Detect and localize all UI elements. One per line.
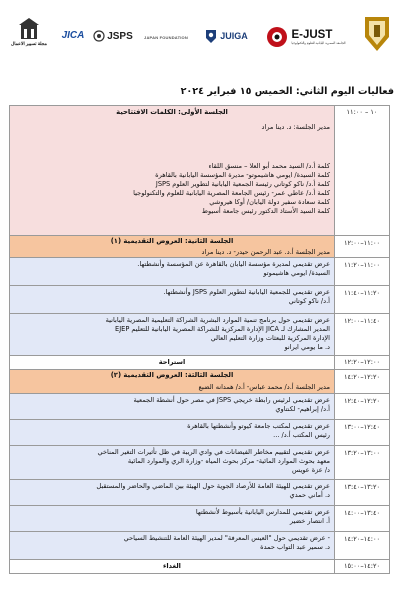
juiga-emblem-icon	[204, 28, 218, 44]
presentation-title: عرض تقديمي حول برنامج تنمية الموارد البشرية الشراكة التعليمية المصرية اليابانية	[105, 316, 330, 324]
schedule-row-presentation	[10, 446, 390, 480]
schedule-row-break	[10, 356, 390, 370]
time-cell: ١٠ – ١١:٠٠	[335, 106, 390, 236]
blank-line	[14, 132, 330, 141]
logo3-text: JSPS	[107, 30, 133, 42]
logo2-text: JICA	[61, 29, 85, 41]
time-cell: ١٢:٠٠–١٢:٢٠	[335, 356, 390, 370]
presentation-detail: معهد بحوث الموارد المائية- مركز بحوث المياه -وزارة الري والموارد المائية	[127, 457, 330, 465]
time-cell: ١٢:٢٠–١٢:٤٠	[335, 394, 390, 420]
session-cell	[10, 236, 335, 258]
lunch-cell	[10, 560, 335, 574]
schedule-table	[9, 105, 390, 574]
logo6-subtext: الجامعة المصرية اليابانية للعلوم والتكنولوجيا	[291, 41, 346, 45]
break-cell	[10, 356, 335, 370]
presentation-title: عرض تقديمي لتقييم مخاطر الفيضانات في وادي الريبة في ظل تأثيرات التغير المناخي	[97, 448, 330, 456]
schedule-row-presentation	[10, 258, 390, 286]
time-cell: ١٢:٢٠–١٤:٢٠	[335, 370, 390, 394]
lunch-label: الغداء	[163, 562, 181, 570]
presentation-cell	[10, 420, 335, 446]
schedule-row-lunch	[10, 560, 390, 574]
ejust-emblem-icon	[266, 26, 288, 48]
schedule-row-presentation	[10, 480, 390, 506]
schedule-row-presentation	[10, 394, 390, 420]
presenter: د. أماني حمدي	[289, 491, 330, 499]
session-cell	[10, 370, 335, 394]
time-cell: ١١:٤٠–١٢:٠٠	[335, 314, 390, 356]
session-title: الجلسة الأولى: الكلمات الافتتاحية	[116, 108, 228, 116]
blank-line	[14, 141, 330, 150]
presentation-detail: الإدارة المركزية للبعثات وزارة التعليم العالي	[210, 334, 330, 342]
schedule-row-presentation	[10, 286, 390, 314]
logo4-text: JAPAN FOUNDATION	[144, 34, 188, 40]
time-cell: ١١:٠٠–١٢:٠٠	[335, 236, 390, 258]
presenter: أ.د/ إبراهيم- لكنتاوي	[275, 405, 330, 413]
time-cell: ١٤:٢٠–١٥:٠٠	[335, 560, 390, 574]
speech-item: كلمة السيد الأستاذ الدكتور رئيس جامعة أسيوط	[201, 207, 330, 215]
speech-item: كلمة أ.د/ ناكو كوتاني رئيسة الجمعية اليابانية لتطوير العلوم JSPS	[155, 180, 330, 188]
university-crest-icon	[363, 13, 391, 53]
presentation-cell	[10, 480, 335, 506]
emblem-icon	[18, 17, 40, 41]
schedule-row-presentation	[10, 532, 390, 560]
session-title: الجلسة الثانية: العروض التقديمية (١)	[110, 237, 234, 245]
session-cell	[10, 106, 335, 236]
presentation-cell	[10, 506, 335, 532]
session-chair: مدير الجلسة أ.د. عبد الرحمن حيدر- د. دينا مراد	[201, 248, 330, 256]
presentation-title: عرض تقديمي للمدارس اليابانية بأسيوط لأنشطتها	[195, 508, 330, 516]
time-cell: ١٤:٠٠–١٤:٢٠	[335, 532, 390, 560]
speech-item: كلمة أ.د/ عاطي عمر- رئيس الجامعة المصرية اليابانية للعلوم والتكنولوجيا	[133, 189, 330, 197]
presenter: د/ عزة عويس	[292, 466, 330, 474]
logo-ejust	[258, 20, 354, 54]
presentation-cell	[10, 258, 335, 286]
presentation-cell	[10, 532, 335, 560]
logo1-text: مجلة تسيير الاعمال	[11, 41, 47, 46]
time-cell: ١٢:٤٠–١٣:٠٠	[335, 420, 390, 446]
logo5-text: JUIGA	[220, 31, 248, 41]
time-cell: ١٣:٢٠–١٣:٤٠	[335, 480, 390, 506]
logo-business-journal	[11, 10, 47, 54]
session-chair: مدير الجلسة أ.د/ محمد عباس- أ.د/ همدانه الضبع	[198, 383, 330, 391]
schedule-row-presentation	[10, 420, 390, 446]
schedule-row-session2-header	[10, 236, 390, 258]
logo-university-crest	[362, 12, 392, 54]
schedule-row-presentation	[10, 314, 390, 356]
logo-jica	[58, 24, 88, 46]
schedule-row-opening	[10, 106, 390, 236]
time-cell: ١٣:٤٠–١٤:٠٠	[335, 506, 390, 532]
presenter: د. سمير عبد التواب حمدة	[260, 543, 330, 551]
presenter: رئيس المكتب أ.د/ ...	[273, 431, 330, 439]
presenter: د. ما يومي ايرانو	[284, 343, 330, 351]
logo-japan-foundation	[138, 30, 194, 44]
speech-item: كلمة سعادة سفير دولة اليابان/ أوكا هيروشي	[209, 198, 330, 206]
speech-item: كلمة أ.د/ السيد محمد أبو العلا – منسق اللقاء	[208, 162, 330, 170]
presentation-title: - عرض تقديمي حول "العيس المعرفة" لمدير الهيئة العامة للتنشيط السياحي	[123, 534, 330, 542]
presentation-title: عرض تقديمي للهيئة العامة للأرصاد الجوية حول الهيئة بين الماضي والحاضر والمستقبل	[96, 482, 330, 490]
break-label: استراحة	[158, 358, 186, 366]
presentation-title: عرض تقديمي للجمعية اليابانية لتطوير العلوم JSPS وأنشطتها.	[163, 288, 330, 296]
logo-jsps	[92, 26, 134, 46]
page-title: فعاليات اليوم الثاني: الخميس ١٥ فبراير ٢٠٢٤	[180, 86, 394, 97]
logo-juiga	[200, 26, 252, 46]
time-cell: ١١:٠٠–١١:٢٠	[335, 258, 390, 286]
schedule-row-session3-header	[10, 370, 390, 394]
session-title: الجلسة الثالثة: العروض التقديمية (٢)	[110, 371, 234, 379]
presentation-title: عرض تقديمي لرئيس رابطة خريجي JSPS في مصر حول أنشطة الجمعية	[133, 396, 330, 404]
time-cell: ١٣:٠٠–١٣:٢٠	[335, 446, 390, 480]
speech-item: كلمة السيدة/ ايومي هاشيموتو- مديرة المؤسسة اليابانية بالقاهرة	[155, 171, 330, 179]
jsps-emblem-icon	[93, 30, 105, 42]
presenter: السيدة/ ايومي هاشيموتو	[263, 269, 330, 277]
presenter: أ.د/ ناكو كوتاني	[288, 297, 330, 305]
presentation-cell	[10, 446, 335, 480]
presentation-cell	[10, 314, 335, 356]
session-chair: مدير الجلسة: د. دينا مراد	[261, 123, 330, 131]
presentation-cell	[10, 286, 335, 314]
schedule-row-presentation	[10, 506, 390, 532]
presentation-title: عرض تقديمي لمكتب جامعة كيوتو وأنشطتها بالقاهرة	[187, 422, 330, 430]
presentation-cell	[10, 394, 335, 420]
time-cell: ١١:٢٠–١١:٤٠	[335, 286, 390, 314]
logo-strip	[0, 0, 406, 62]
presentation-title: عرض تقديمي لمديرة مؤسسة اليابان بالقاهرة عن المؤسسة وأنشطتها.	[137, 260, 330, 268]
presenter: أ. انتصار خضير	[289, 517, 330, 525]
logo6-text: E-JUST	[291, 29, 333, 41]
presentation-detail: المدير المشارك لـ JICA الإدارة المركزية للشراكة المصرية اليابانية للتعليم EJEP	[115, 325, 330, 333]
